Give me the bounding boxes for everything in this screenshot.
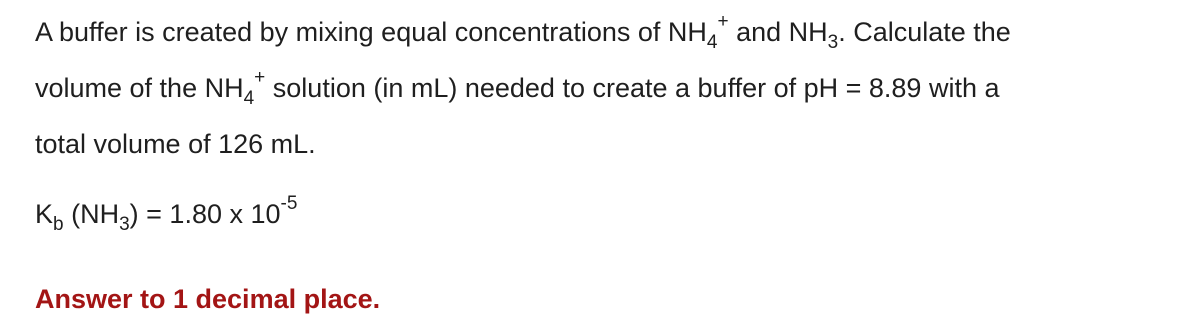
superscript-plus: + [254,67,266,88]
kb-exponent: -5 [280,193,298,214]
kb-symbol: K [35,199,54,229]
question-line-3 [35,116,1185,172]
kb-text-a: (NH [63,199,120,229]
kb-text-b: ) = 1.80 x 10 [129,199,281,229]
question-line-3-text: total volume of 126 mL. [35,129,316,159]
question-line-1 [35,4,1185,60]
kb-subscript: b [53,214,64,235]
question-line-1-text-b: and NH [728,17,828,47]
subscript-3: 3 [827,32,839,53]
question-text [35,4,1185,172]
subscript-4: 4 [706,32,718,53]
kb-given-value [35,186,297,242]
answer-instruction: Answer to 1 decimal place. [35,284,381,314]
superscript-plus: + [717,11,729,32]
question-line-2 [35,60,1185,116]
question-line-2-text-a: volume of the NH [35,73,244,103]
subscript-4: 4 [243,88,255,109]
subscript-3: 3 [119,214,130,235]
question-line-1-text-a: A buffer is created by mixing equal concentrations of NH [35,17,707,47]
question-line-1-text-c: . Calculate the [838,17,1011,47]
question-line-2-text-b: solution (in mL) needed to create a buffer of pH = 8.89 with a [265,73,1000,103]
